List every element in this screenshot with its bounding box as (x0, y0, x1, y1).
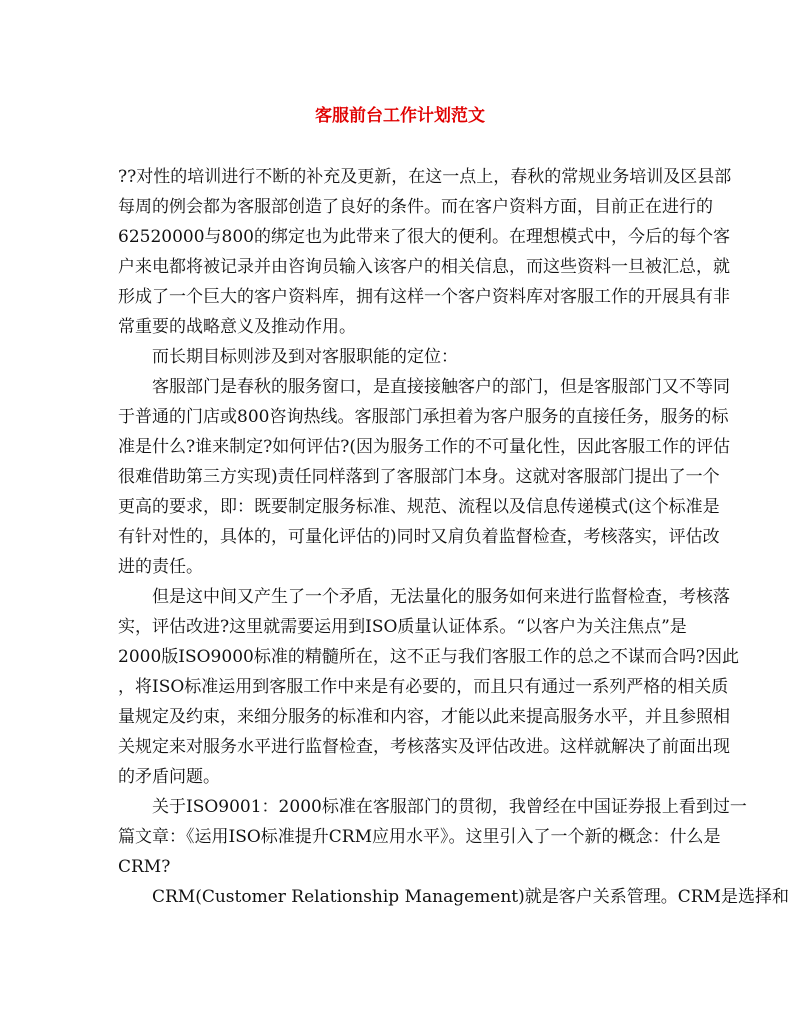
text-line: 常重要的战略意义及推动作用。 (118, 317, 356, 337)
paragraph-first-line: 而长期目标则涉及到对客服职能的定位： (152, 347, 458, 367)
text-line: 有针对性的，具体的，可量化评估的)同时又肩负着监督检查，考核落实，评估改 (118, 527, 720, 547)
paragraph-first-line: 但是这中间又产生了一个矛盾，无法量化的服务如何来进行监督检查，考核落 (152, 587, 730, 607)
text-line: 于普通的门店或800咨询热线。客服部门承担着为客户服务的直接任务，服务的标 (118, 407, 729, 427)
text-line: 关规定来对服务水平进行监督检查，考核落实及评估改进。这样就解决了前面出现 (118, 737, 730, 757)
paragraph-first-line: 客服部门是春秋的服务窗口，是直接接触客户的部门，但是客服部门又不等同 (152, 377, 730, 397)
text-line: 很难借助第三方实现)责任同样落到了客服部门本身。这就对客服部门提出了一个 (118, 467, 720, 487)
document-body (118, 162, 789, 912)
document-title: 客服前台工作计划范文 (315, 106, 485, 126)
text-line: 每周的例会都为客服部创造了良好的条件。而在客户资料方面，目前正在进行的 (118, 197, 713, 217)
text-line: 实，评估改进?这里就需要运用到ISO质量认证体系。“以客户为关注焦点”是 (118, 617, 687, 637)
text-line: 62520000与800的绑定也为此带来了很大的便利。在理想模式中，今后的每个客 (118, 227, 730, 247)
text-line: 2000版ISO9000标准的精髓所在，这不正与我们客服工作的总之不谋而合吗?因此 (118, 647, 739, 667)
text-line: 的矛盾问题。 (118, 767, 220, 787)
text-line: CRM? (118, 857, 171, 877)
text-line: 形成了一个巨大的客户资料库，拥有这样一个客户资料库对客服工作的开展具有非 (118, 287, 730, 307)
paragraph-first-line: CRM(Customer Relationship Management)就是客户关系管理。CRM是选择和 (152, 887, 789, 907)
text-line: 户来电都将被记录并由咨询员输入该客户的相关信息，而这些资料一旦被汇总，就 (118, 257, 730, 277)
paragraph-first-line: 关于ISO9001：2000标准在客服部门的贯彻，我曾经在中国证券报上看到过一 (152, 797, 747, 817)
text-line: ，将ISO标准运用到客服工作中来是有必要的，而且只有通过一系列严格的相关质 (118, 677, 729, 697)
text-line: 准是什么?谁来制定?如何评估?(因为服务工作的不可量化性，因此客服工作的评估 (118, 437, 730, 457)
text-line: 篇文章：《运用ISO标准提升CRM应用水平》。这里引入了一个新的概念：什么是 (118, 827, 721, 847)
text-line: 量规定及约束，来细分服务的标准和内容，才能以此来提高服务水平，并且参照相 (118, 707, 730, 727)
text-line: 更高的要求，即：既要制定服务标准、规范、流程以及信息传递模式(这个标准是 (118, 497, 720, 517)
text-line: 进的责任。 (118, 557, 203, 577)
text-line: ??对性的培训进行不断的补充及更新，在这一点上，春秋的常规业务培训及区县部 (118, 167, 732, 187)
